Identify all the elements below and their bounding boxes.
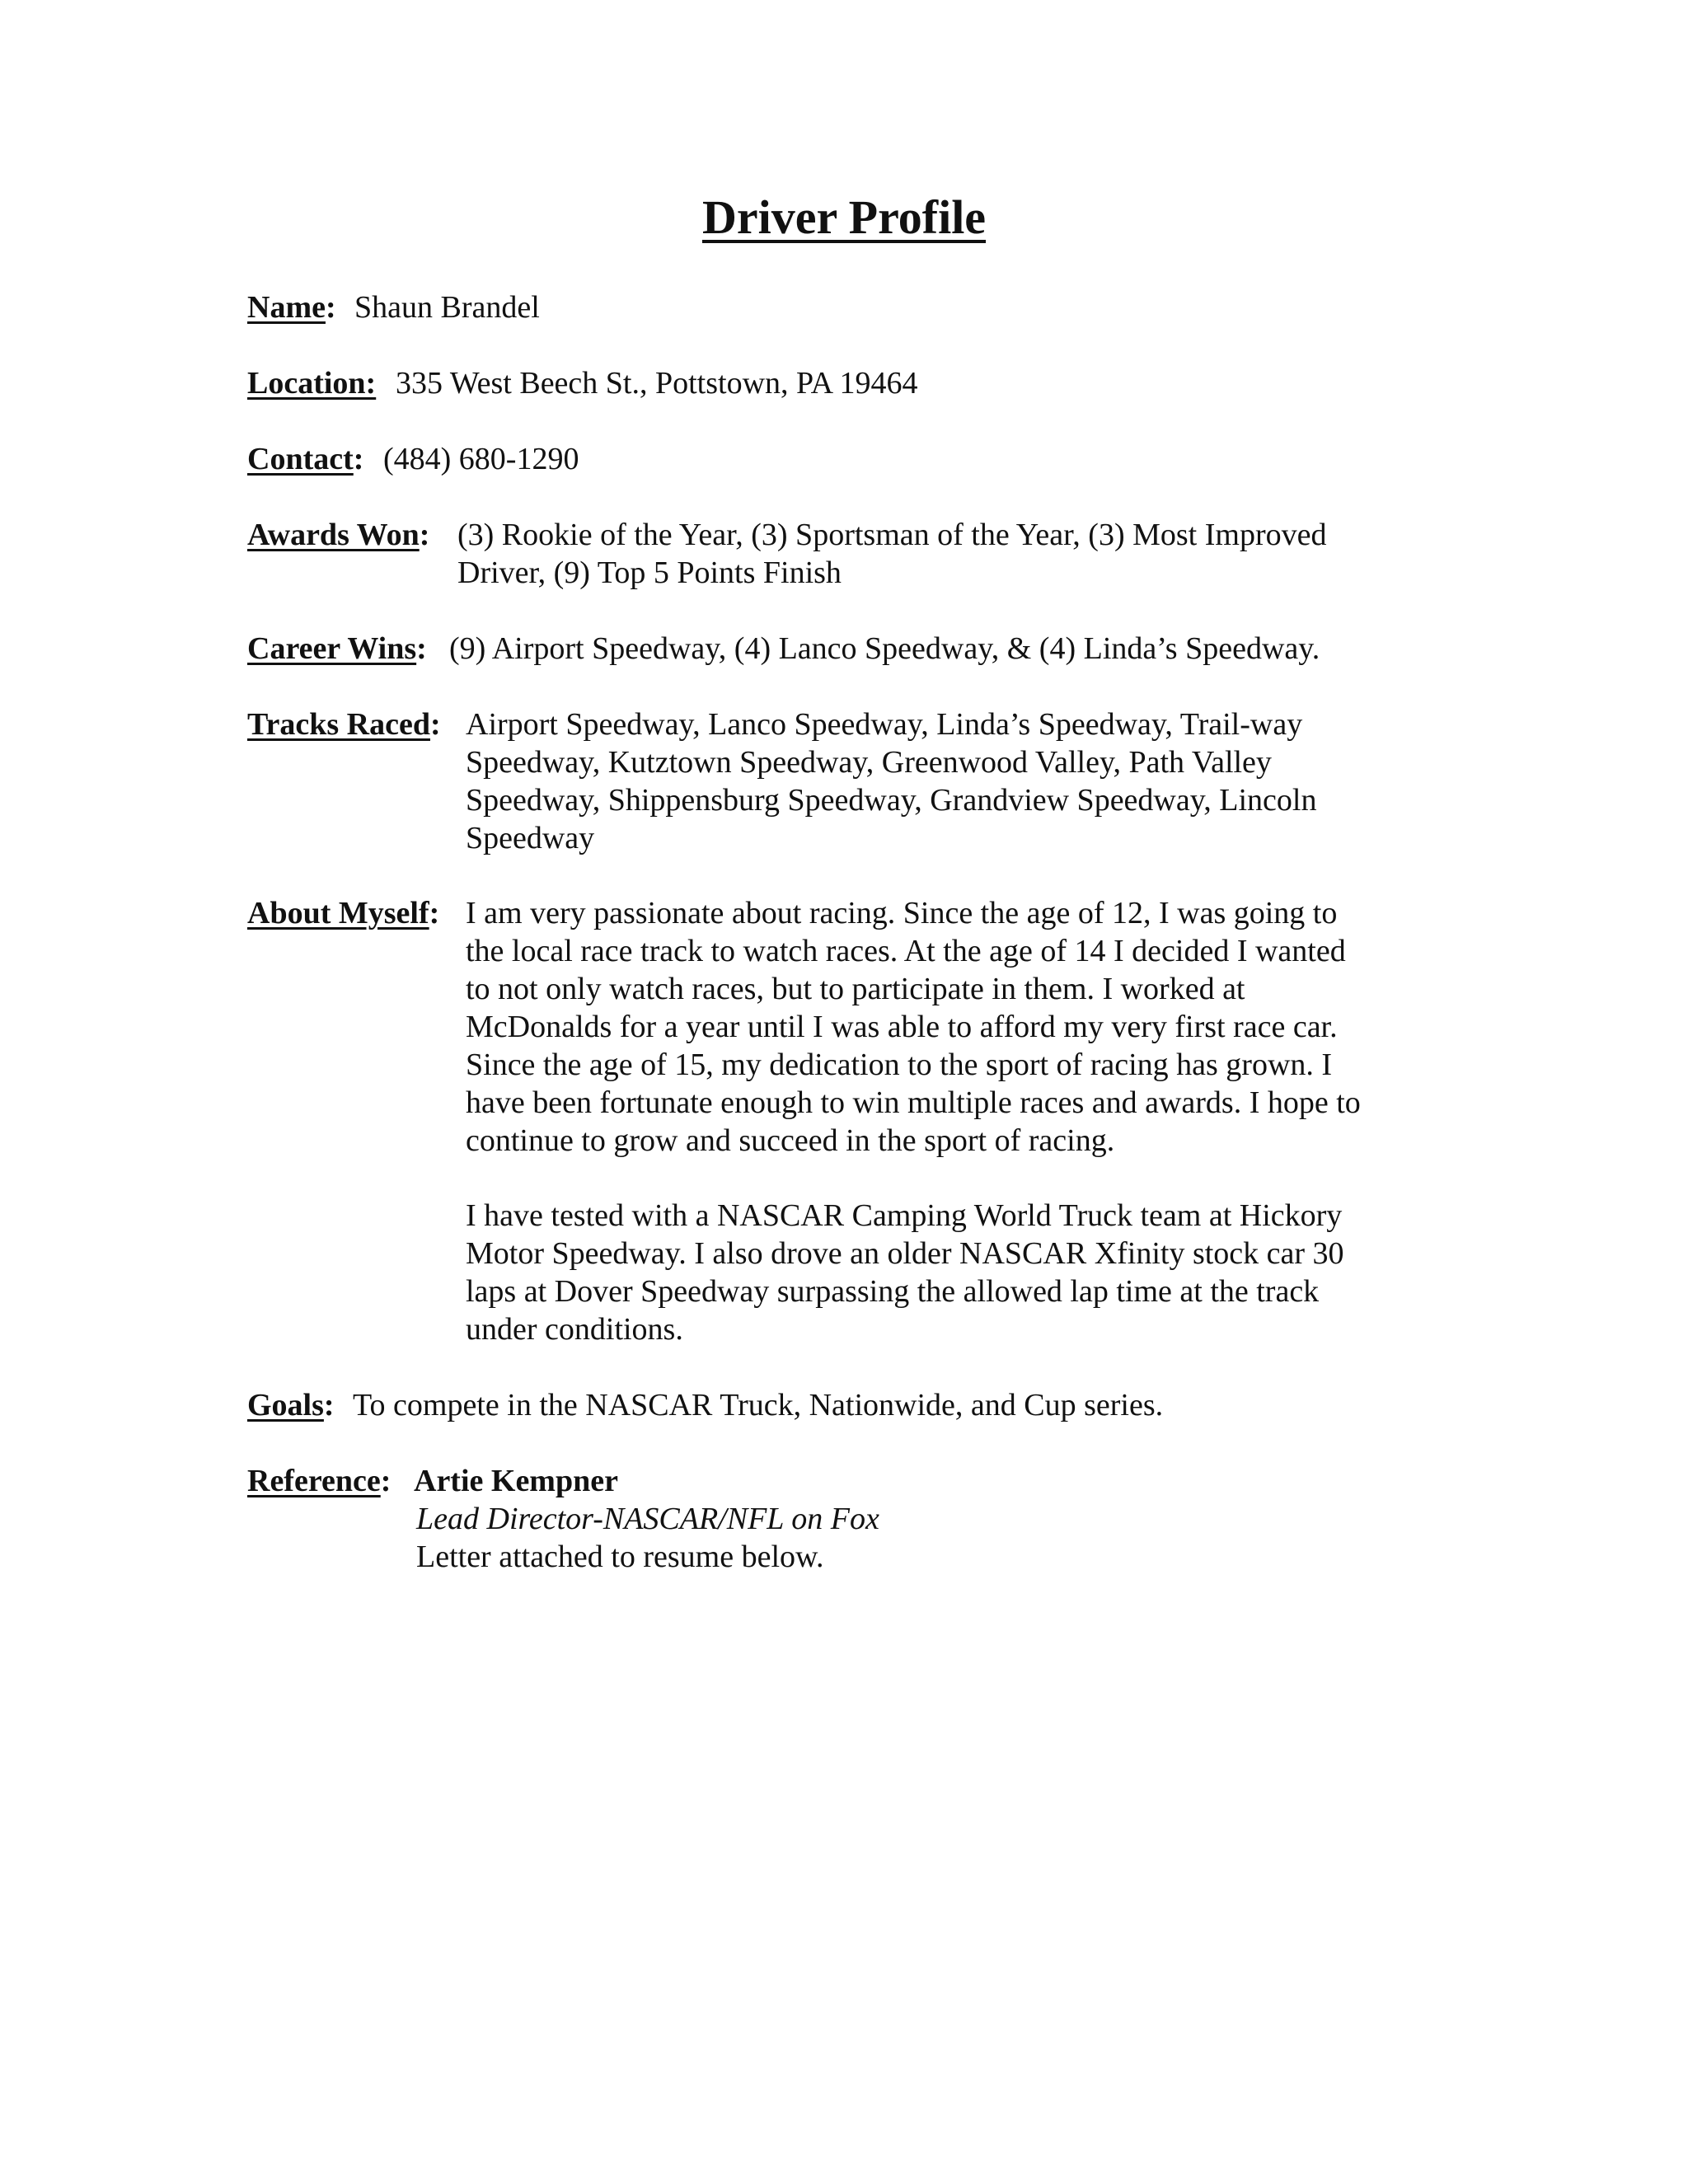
tracks-raced-value [466, 705, 1316, 857]
about-line: I have tested with a NASCAR Camping World Truck team at Hickory [466, 1198, 1343, 1233]
location-label: Location: [247, 366, 377, 401]
contact-value: (484) 680-1290 [383, 442, 579, 476]
page-title: Driver Profile [701, 190, 987, 244]
about-line: I am very passionate about racing. Since the age of 12, I was going to [466, 896, 1338, 930]
about-line: the local race track to watch races. At the age of 14 I decided I wanted [466, 934, 1346, 968]
goals-value: To compete in the NASCAR Truck, Nationwide, and Cup series. [353, 1388, 1164, 1422]
tracks-raced-field [247, 705, 441, 743]
reference-field [247, 1462, 391, 1500]
awards-won-value [457, 516, 1326, 592]
about-line: Since the age of 15, my dedication to the sport of racing has grown. I [466, 1047, 1333, 1082]
about-myself-field [247, 894, 439, 932]
about-line: McDonalds for a year until I was able to afford my very first race car. [466, 1010, 1338, 1044]
about-line: to not only watch races, but to participate in them. I worked at [466, 972, 1245, 1006]
tracks-line: Speedway [466, 821, 595, 855]
tracks-line: Speedway, Shippensburg Speedway, Grandview Speedway, Lincoln [466, 783, 1317, 818]
about-paragraph-1 [466, 894, 1361, 1160]
location-field [247, 364, 376, 402]
career-wins-field [247, 630, 427, 668]
contact-field [247, 440, 363, 478]
career-wins-value: (9) Airport Speedway, (4) Lanco Speedway, & (4) Linda’s Speedway. [449, 631, 1320, 666]
name-value: Shaun Brandel [354, 290, 540, 325]
tracks-line: Airport Speedway, Lanco Speedway, Linda’s Speedway, Trail-way [466, 707, 1303, 742]
about-paragraph-2 [466, 1197, 1344, 1348]
awards-line: (3) Rookie of the Year, (3) Sportsman of the Year, (3) Most Improved [457, 518, 1327, 552]
awards-won-field [247, 516, 429, 554]
about-line: laps at Dover Speedway surpassing the allowed lap time at the track [466, 1274, 1320, 1309]
reference-label: Reference: [247, 1464, 392, 1498]
tracks-raced-label: Tracks Raced: [247, 707, 441, 742]
about-line: continue to grow and succeed in the sport of racing. [466, 1123, 1115, 1158]
about-line: have been fortunate enough to win multiple races and awards. I hope to [466, 1085, 1361, 1120]
name-field [247, 288, 336, 326]
tracks-line: Speedway, Kutztown Speedway, Greenwood Valley, Path Valley [466, 745, 1272, 780]
about-line: under conditions. [466, 1312, 683, 1347]
awards-won-label: Awards Won: [247, 518, 430, 552]
goals-label: Goals: [247, 1388, 335, 1422]
location-value: 335 West Beech St., Pottstown, PA 19464 [396, 366, 918, 401]
goals-field [247, 1386, 335, 1424]
reference-role: Lead Director-NASCAR/NFL on Fox [416, 1502, 879, 1536]
about-line: Motor Speedway. I also drove an older NASCAR Xfinity stock car 30 [466, 1236, 1344, 1271]
career-wins-label: Career Wins: [247, 631, 427, 666]
contact-label: Contact: [247, 442, 364, 476]
awards-line: Driver, (9) Top 5 Points Finish [457, 555, 842, 590]
about-myself-label: About Myself: [247, 896, 440, 930]
reference-name: Artie Kempner [414, 1464, 618, 1498]
reference-note: Letter attached to resume below. [416, 1540, 824, 1574]
name-label: Name: [247, 290, 336, 325]
